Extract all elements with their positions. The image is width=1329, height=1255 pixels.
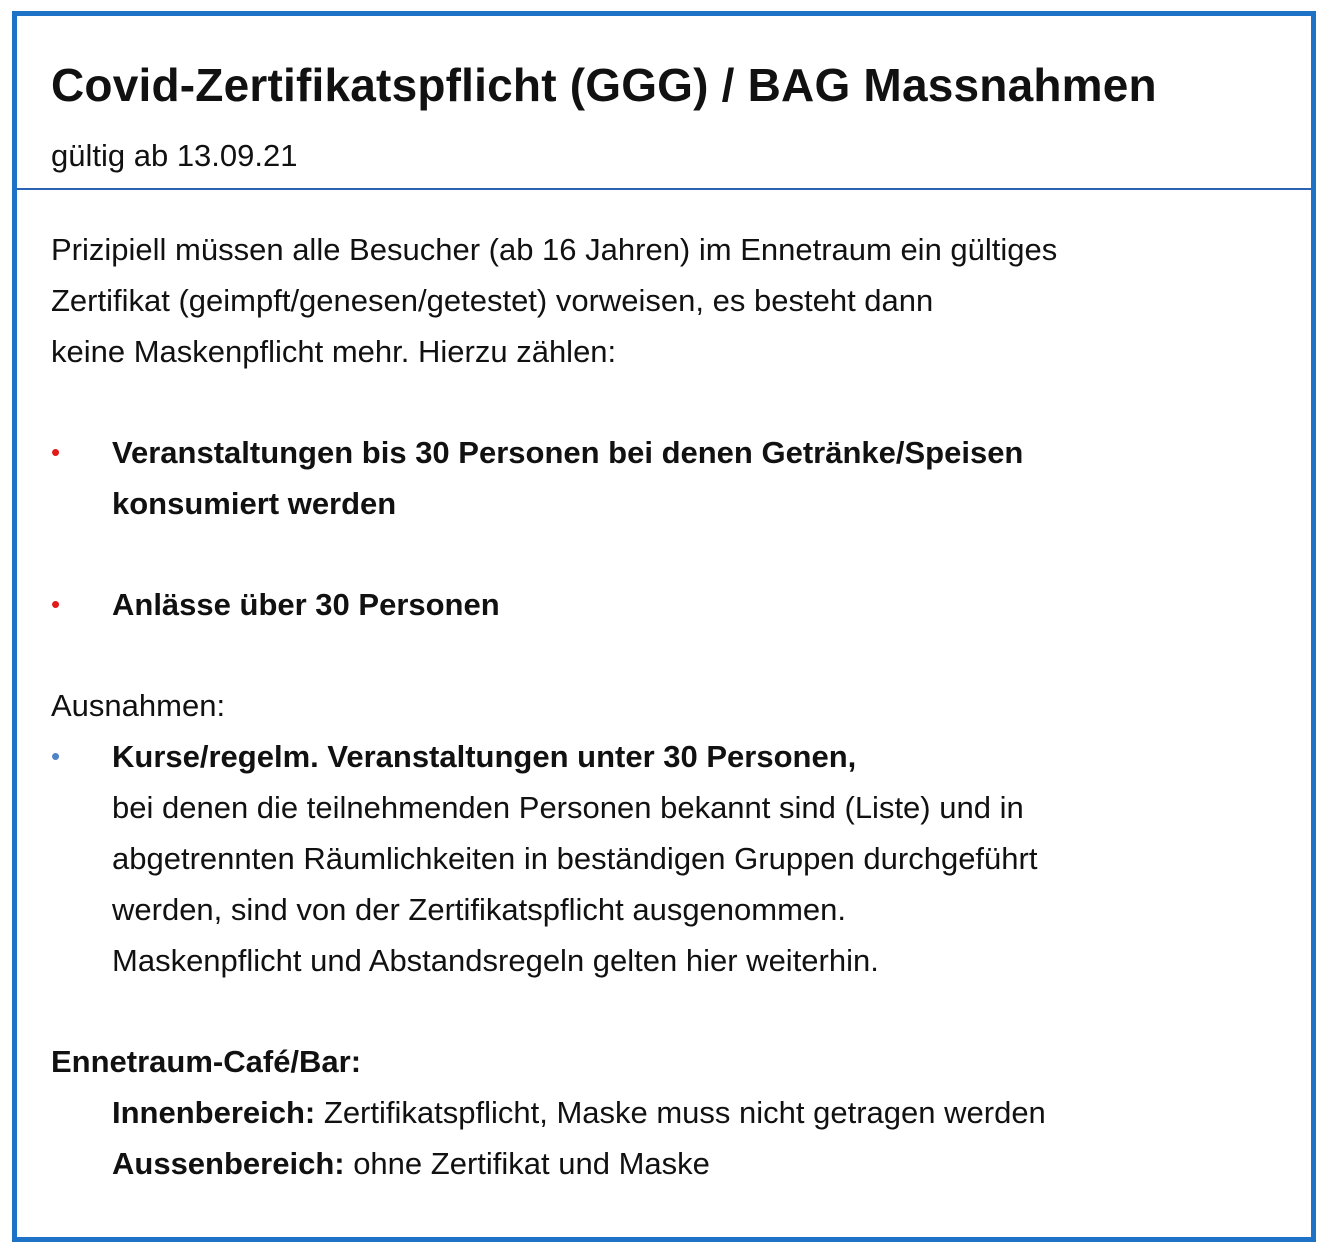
intro-paragraph xyxy=(51,224,1281,377)
required-item-line: Anlässe über 30 Personen xyxy=(112,587,500,622)
exception-item-line: Maskenpflicht und Abstandsregeln gelten hier weiterhin. xyxy=(112,943,879,978)
exception-item-line: abgetrennten Räumlichkeiten in beständigen Gruppen durchgeführt xyxy=(112,841,1038,876)
document-body xyxy=(51,224,1281,1189)
required-item-line: konsumiert werden xyxy=(112,486,397,521)
red-bullet-icon: • xyxy=(51,589,61,619)
blue-bullet-icon: • xyxy=(51,741,61,771)
required-item-line: Veranstaltungen bis 30 Personen bei denen Getränke/Speisen xyxy=(112,435,1024,470)
cafe-heading: Ennetraum-Café/Bar: xyxy=(51,1044,362,1079)
intro-line: Prizipiell müssen alle Besucher (ab 16 Jahren) im Ennetraum ein gültiges xyxy=(51,232,1058,267)
exception-item-line: werden, sind von der Zertifikatspflicht ausgenommen. xyxy=(112,892,847,927)
required-item xyxy=(51,579,1281,630)
cafe-indoor-row xyxy=(51,1087,1281,1138)
red-bullet-icon: • xyxy=(51,437,61,467)
cafe-outdoor-label: Aussenbereich: xyxy=(112,1146,345,1181)
document-frame xyxy=(12,11,1316,1242)
intro-line: Zertifikat (geimpft/genesen/getestet) vorweisen, es besteht dann xyxy=(51,283,934,318)
valid-from-date: gültig ab 13.09.21 xyxy=(51,138,298,173)
cafe-indoor-text: Zertifikatspflicht, Maske muss nicht getragen werden xyxy=(315,1095,1046,1130)
cafe-outdoor-text: ohne Zertifikat und Maske xyxy=(344,1146,710,1181)
exceptions-heading: Ausnahmen: xyxy=(51,688,226,723)
page-title: Covid-Zertifikatspflicht (GGG) / BAG Massnahmen xyxy=(51,59,1157,111)
document-header xyxy=(17,16,1311,190)
exception-item-line: bei denen die teilnehmenden Personen bekannt sind (Liste) und in xyxy=(112,790,1024,825)
exception-item xyxy=(51,731,1281,986)
cafe-outdoor-row xyxy=(51,1138,1281,1189)
intro-line: keine Maskenpflicht mehr. Hierzu zählen: xyxy=(51,334,617,369)
cafe-indoor-label: Innenbereich: xyxy=(112,1095,316,1130)
exception-item-title: Kurse/regelm. Veranstaltungen unter 30 Personen, xyxy=(112,739,857,774)
required-item xyxy=(51,427,1281,529)
